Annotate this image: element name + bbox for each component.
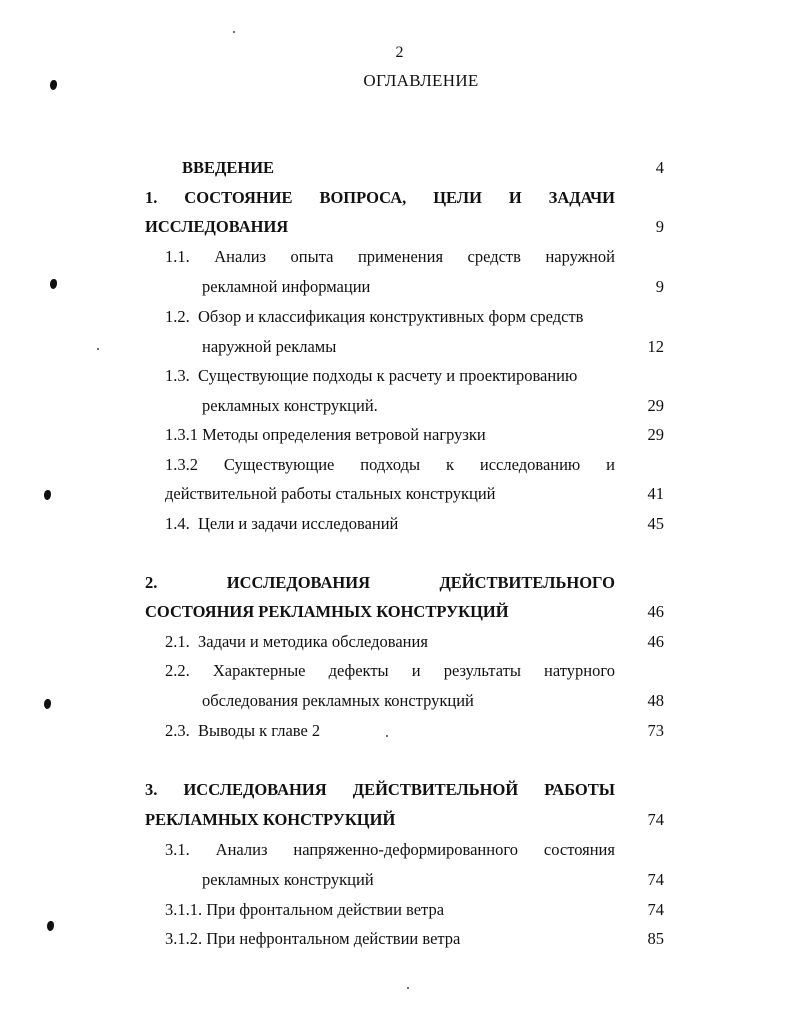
toc-entry-1-3-page: 29 [647,396,664,415]
toc-entry-3-1-2-label: 3.1.2. При нефронтальном действии ветра [165,929,461,948]
scan-mark [47,921,54,931]
toc-word: 2. [145,573,158,592]
toc-word: опыта [290,247,334,266]
toc-word: И [508,188,522,207]
toc-word: наружной [545,247,615,266]
scan-speck [386,735,388,737]
toc-word: ИССЛЕДОВАНИЯ [183,780,327,799]
toc-word: ИССЛЕДОВАНИЯ [226,573,371,592]
toc-section-3-line2: РЕКЛАМНЫХ КОНСТРУКЦИЙ [145,810,396,829]
toc-word: Существующие [223,455,335,474]
toc-word: подходы [360,455,421,474]
toc-word: исследованию [479,455,581,474]
toc-word: результаты [443,661,521,680]
toc-entry-3-1-1-label: 3.1.1. При фронтальном действии ветра [165,900,445,919]
scan-mark [44,490,51,500]
toc-word: ДЕЙСТВИТЕЛЬНОГО [439,573,615,592]
toc-word: средств [467,247,521,266]
toc-word: применения [357,247,444,266]
toc-section-2-page: 46 [647,602,664,621]
toc-entry-1-2-line2: наружной рекламы [202,337,337,356]
toc-entry-1-1-page: 9 [655,277,664,296]
toc-section-1-line1 [145,188,615,208]
toc-word: ВОПРОСА, [319,188,407,207]
toc-entry-1-4-label: 1.4. Цели и задачи исследований [165,514,399,533]
toc-entry-3-1-line1 [165,840,615,860]
toc-entry-2-1-page: 46 [647,632,664,651]
toc-section-3-line1 [145,780,615,800]
toc-entry-1-2-line1: 1.2. Обзор и классификация конструктивных форм средств [165,307,584,326]
toc-entry-3-1-1-page: 74 [647,900,664,919]
toc-entry-1-3-2-line1 [165,455,615,475]
toc-entry-1-1-line2: рекламной информации [202,277,371,296]
toc-entry-1-2-page: 12 [647,337,664,356]
toc-word: 1.3.2 [165,455,198,474]
toc-word: Анализ [215,840,268,859]
toc-word: напряженно-деформированного [293,840,518,859]
toc-entry-intro-label: ВВЕДЕНИЕ [182,158,275,177]
toc-section-1-line2: ИССЛЕДОВАНИЯ [145,217,289,236]
toc-word: дефекты [328,661,389,680]
toc-entry-3-1-line2: рекламных конструкций [202,870,374,889]
toc-word: ЗАДАЧИ [548,188,615,207]
toc-entry-1-3-line2: рекламных конструкций. [202,396,378,415]
toc-word: Характерные [212,661,306,680]
toc-entry-intro-page: 4 [655,158,664,177]
toc-entry-1-1-line1 [165,247,615,267]
toc-entry-1-3-1-label: 1.3.1 Методы определения ветровой нагрузки [165,425,486,444]
toc-word: к [446,455,455,474]
toc-word: 3.1. [165,840,190,859]
toc-entry-1-3-1-page: 29 [647,425,664,444]
toc-entry-3-1-2-page: 85 [647,929,664,948]
toc-entry-1-3-2-line2: действительной работы стальных конструкций [165,484,496,503]
scan-speck [407,987,409,989]
scan-mark [44,699,51,709]
toc-word: ЦЕЛИ [433,188,482,207]
toc-entry-2-3-label: 2.3. Выводы к главе 2 [165,721,321,740]
toc-word: 2.2. [165,661,190,680]
toc-word: и [411,661,421,680]
toc-entry-2-1-label: 2.1. Задачи и методика обследования [165,632,428,651]
scan-speck [233,31,235,33]
toc-entry-2-2-line1 [165,661,615,681]
toc-word: натурного [544,661,615,680]
toc-word: и [606,455,615,474]
toc-word: состояния [543,840,615,859]
toc-word: РАБОТЫ [544,780,615,799]
page-title: ОГЛАВЛЕНИЕ [363,71,479,90]
toc-entry-2-3-page: 73 [647,721,664,740]
toc-entry-1-3-line1: 1.3. Существующие подходы к расчету и проектированию [165,366,578,385]
toc-word: 3. [145,780,158,799]
toc-section-1-page: 9 [655,217,664,236]
scan-mark [50,279,57,289]
toc-section-3-page: 74 [647,810,664,829]
toc-word: 1. [145,188,158,207]
toc-word: 1.1. [165,247,190,266]
toc-entry-1-4-page: 45 [647,514,664,533]
toc-word: Анализ [214,247,267,266]
page-number: 2 [395,44,404,61]
toc-section-2-line2: СОСТОЯНИЯ РЕКЛАМНЫХ КОНСТРУКЦИЙ [145,602,509,621]
toc-entry-3-1-page: 74 [647,870,664,889]
toc-entry-1-3-2-page: 41 [647,484,664,503]
toc-entry-2-2-line2: обследования рекламных конструкций [202,691,474,710]
toc-word: СОСТОЯНИЕ [184,188,293,207]
toc-word: ДЕЙСТВИТЕЛЬНОЙ [352,780,519,799]
toc-entry-2-2-page: 48 [647,691,664,710]
toc-section-2-line1 [145,573,615,593]
scan-speck [97,348,99,350]
